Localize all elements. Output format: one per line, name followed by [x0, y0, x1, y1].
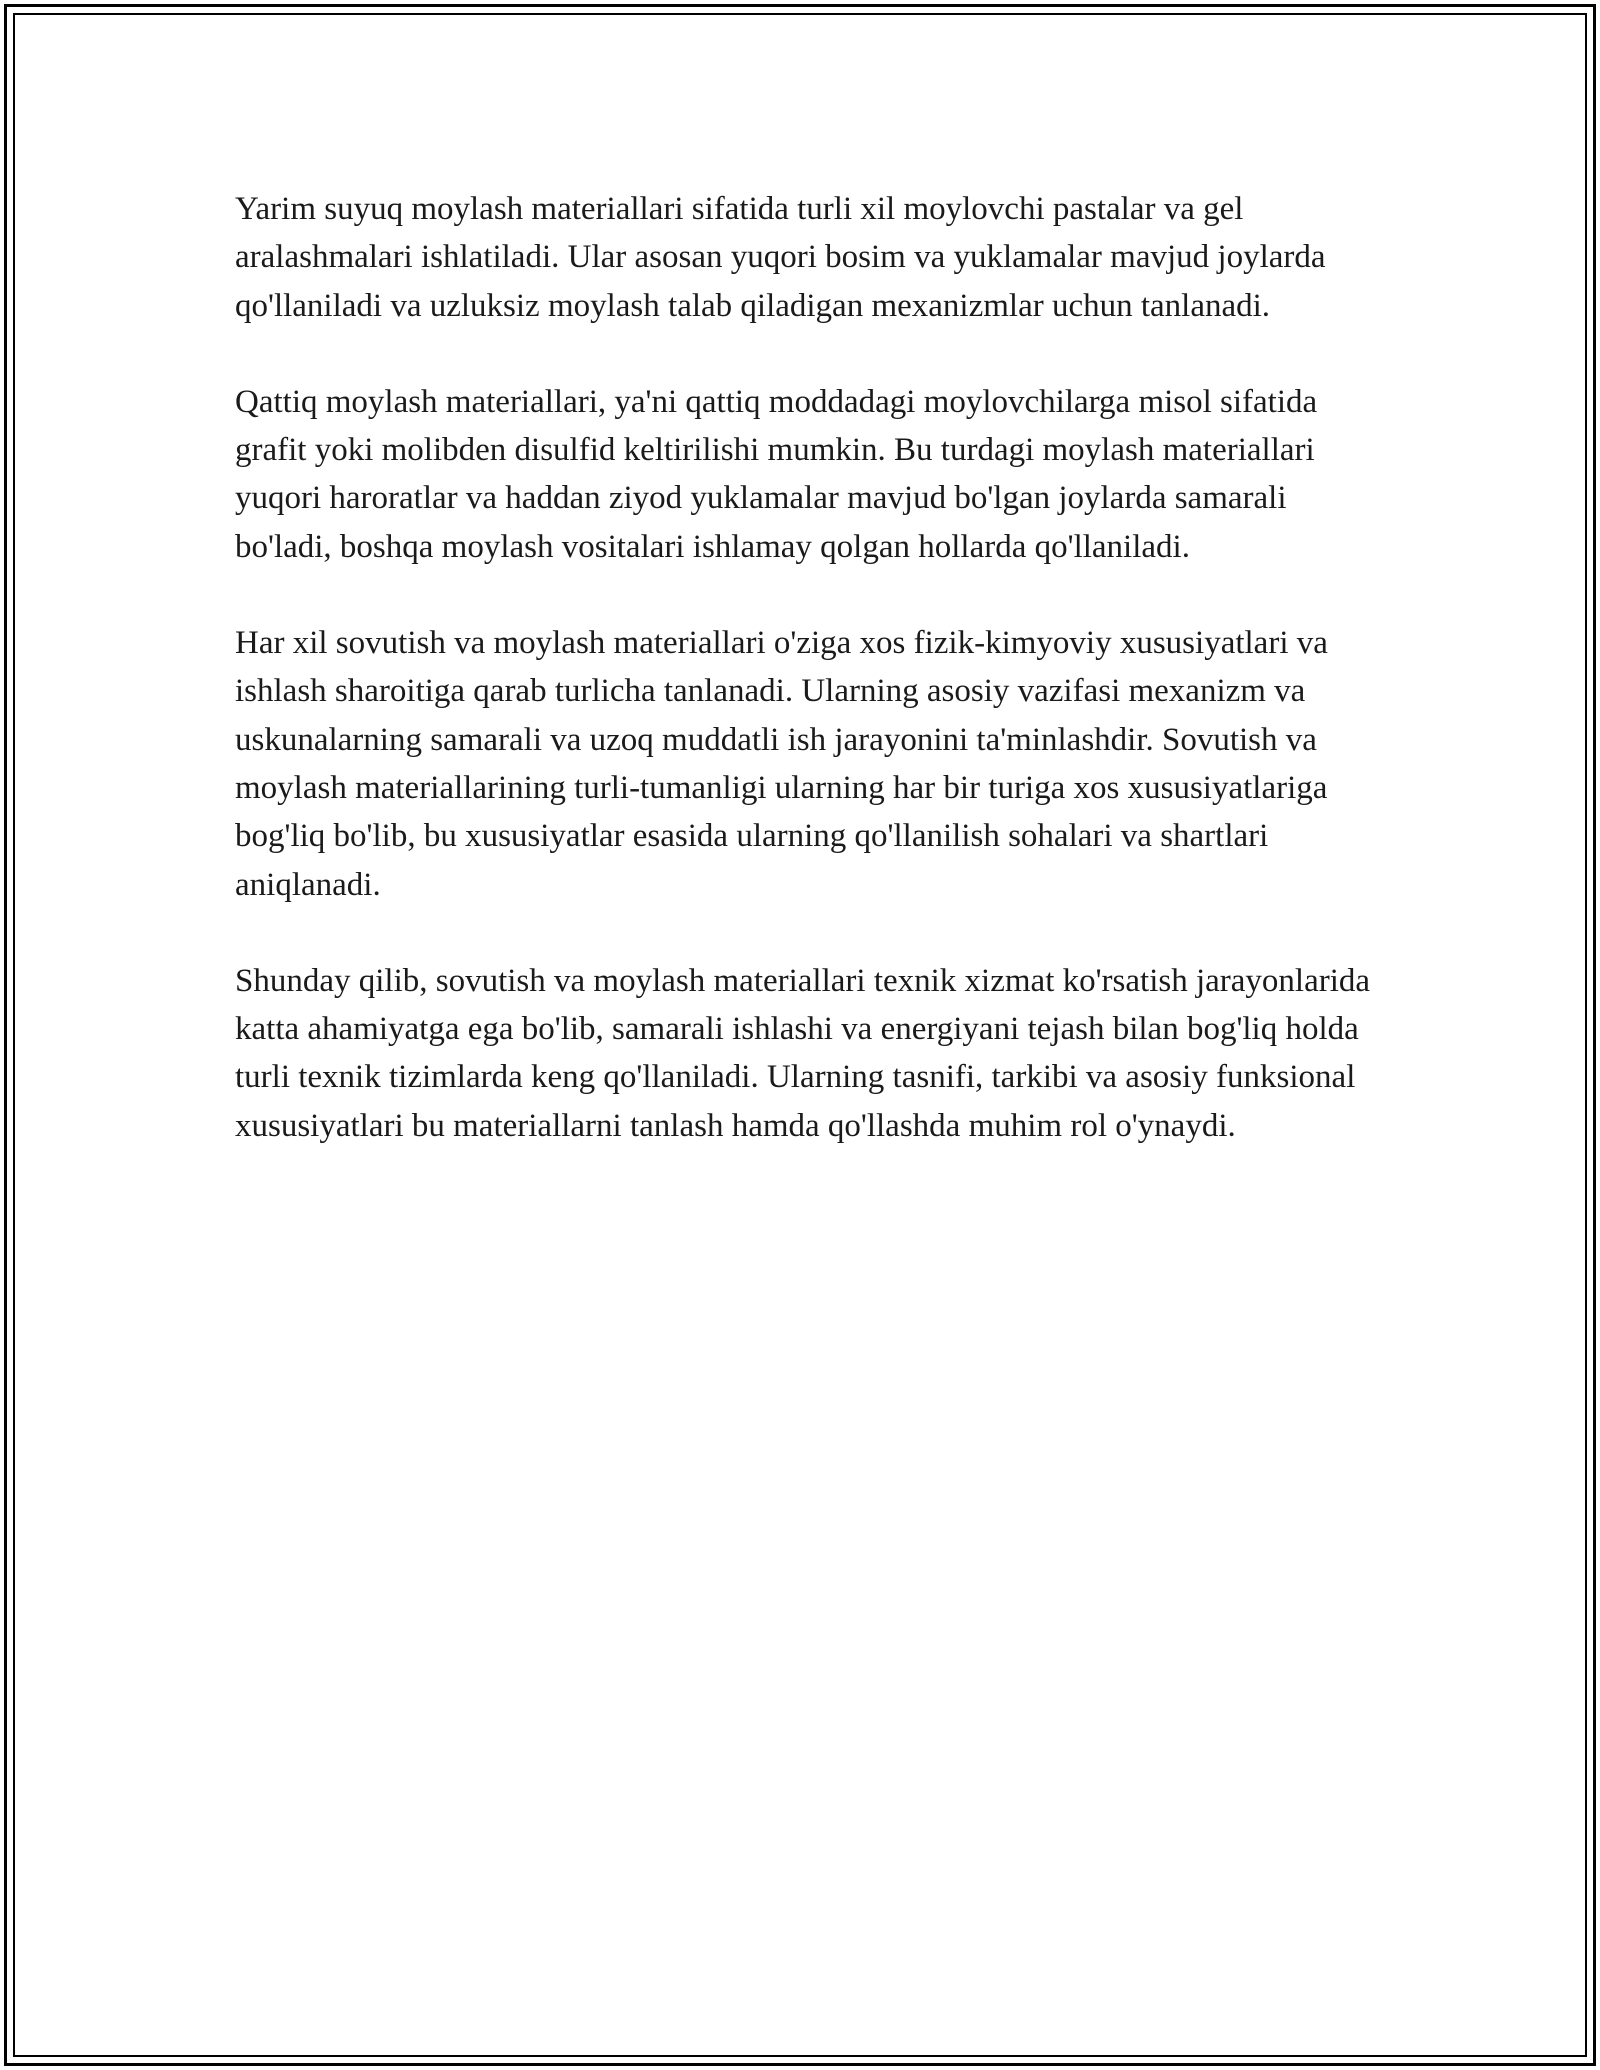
paragraph-selection-properties: Har xil sovutish va moylash materiallari o'ziga xos fizik-kimyoviy xususiyatlari va ishlash sharoitiga qarab turlicha tanlanadi. Ularning asosiy vazifasi mexanizm va uskunalarning samarali va uzoq muddatli ish jarayonini ta'minlashdir. Sovutish va moylash materiallarining turli-tumanligi ularning har bir turiga xos xususiyatlariga bog'liq bo'lib, bu xususiyatlar esasida ularning qo'llanilish sohalari va shartlari aniqlanadi. [235, 625, 1328, 903]
document-body [235, 185, 1375, 1198]
paragraph-conclusion: Shunday qilib, sovutish va moylash materiallari texnik xizmat ko'rsatish jarayonlarida katta ahamiyatga ega bo'lib, samarali ishlashi va energiyani tejash bilan bog'liq holda turli texnik tizimlarda keng qo'llaniladi. Ularning tasnifi, tarkibi va asosiy funksional xususiyatlari bu materiallarni tanlash hamda qo'llashda muhim rol o'ynaydi. [235, 962, 1371, 1144]
paragraph-semi-liquid-lubricants: Yarim suyuq moylash materiallari sifatida turli xil moylovchi pastalar va gel aralashmalari ishlatiladi. Ular asosan yuqori bosim va yuklamalar mavjud joylarda qo'llaniladi va uzluksiz moylash talab qiladigan mexanizmlar uchun tanlanadi. [235, 191, 1326, 324]
paragraph-solid-lubricants: Qattiq moylash materiallari, ya'ni qattiq moddadagi moylovchilarga misol sifatida grafit yoki molibden disulfid keltirilishi mumkin. Bu turdagi moylash materiallari yuqori haroratlar va haddan ziyod yuklamalar mavjud bo'lgan joylarda samarali bo'ladi, boshqa moylash vositalari ishlamay qolgan hollarda qo'llaniladi. [235, 383, 1318, 565]
